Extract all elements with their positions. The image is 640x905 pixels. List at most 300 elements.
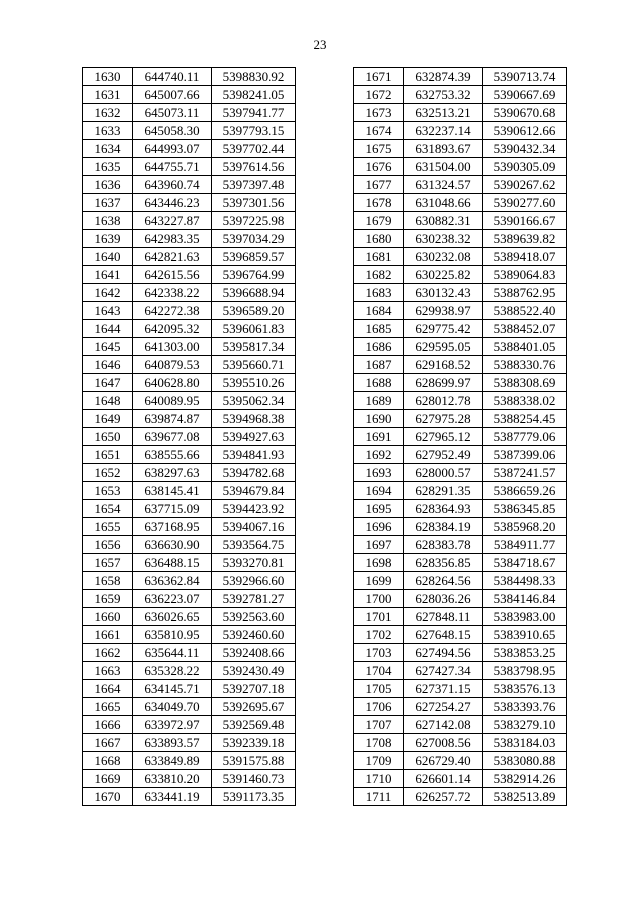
table-row <box>354 680 567 698</box>
point-number-cell: 1684 <box>354 302 404 320</box>
table-row <box>83 410 296 428</box>
y-coordinate-cell: 5392707.18 <box>212 680 296 698</box>
y-coordinate-cell: 5394782.68 <box>212 464 296 482</box>
y-coordinate-cell: 5382513.89 <box>483 788 567 806</box>
x-coordinate-cell: 643446.23 <box>133 194 212 212</box>
x-coordinate-cell: 627848.11 <box>404 608 483 626</box>
point-number-cell: 1657 <box>83 554 133 572</box>
x-coordinate-cell: 638145.41 <box>133 482 212 500</box>
table-row <box>83 716 296 734</box>
table-row <box>354 140 567 158</box>
y-coordinate-cell: 5392563.60 <box>212 608 296 626</box>
table-row <box>354 482 567 500</box>
table-row <box>354 176 567 194</box>
table-row <box>83 662 296 680</box>
table-row <box>83 266 296 284</box>
point-number-cell: 1668 <box>83 752 133 770</box>
y-coordinate-cell: 5394067.16 <box>212 518 296 536</box>
table-row <box>83 320 296 338</box>
point-number-cell: 1652 <box>83 464 133 482</box>
y-coordinate-cell: 5396061.83 <box>212 320 296 338</box>
point-number-cell: 1646 <box>83 356 133 374</box>
x-coordinate-cell: 628364.93 <box>404 500 483 518</box>
point-number-cell: 1708 <box>354 734 404 752</box>
x-coordinate-cell: 636362.84 <box>133 572 212 590</box>
x-coordinate-cell: 630232.08 <box>404 248 483 266</box>
y-coordinate-cell: 5384498.33 <box>483 572 567 590</box>
x-coordinate-cell: 643960.74 <box>133 176 212 194</box>
y-coordinate-cell: 5392408.66 <box>212 644 296 662</box>
table-row <box>354 86 567 104</box>
point-number-cell: 1678 <box>354 194 404 212</box>
y-coordinate-cell: 5392339.18 <box>212 734 296 752</box>
point-number-cell: 1688 <box>354 374 404 392</box>
y-coordinate-cell: 5389418.07 <box>483 248 567 266</box>
point-number-cell: 1633 <box>83 122 133 140</box>
table-row <box>354 590 567 608</box>
y-coordinate-cell: 5388254.45 <box>483 410 567 428</box>
y-coordinate-cell: 5388401.05 <box>483 338 567 356</box>
x-coordinate-cell: 644740.11 <box>133 68 212 86</box>
point-number-cell: 1645 <box>83 338 133 356</box>
table-row <box>354 626 567 644</box>
x-coordinate-cell: 637715.09 <box>133 500 212 518</box>
point-number-cell: 1664 <box>83 680 133 698</box>
y-coordinate-cell: 5390432.34 <box>483 140 567 158</box>
table-row <box>83 464 296 482</box>
y-coordinate-cell: 5397225.98 <box>212 212 296 230</box>
y-coordinate-cell: 5394927.63 <box>212 428 296 446</box>
point-number-cell: 1680 <box>354 230 404 248</box>
point-number-cell: 1667 <box>83 734 133 752</box>
x-coordinate-cell: 644993.07 <box>133 140 212 158</box>
table-row <box>354 770 567 788</box>
table-row <box>354 320 567 338</box>
point-number-cell: 1694 <box>354 482 404 500</box>
y-coordinate-cell: 5397397.48 <box>212 176 296 194</box>
y-coordinate-cell: 5393564.75 <box>212 536 296 554</box>
table-row <box>354 104 567 122</box>
table-row <box>83 482 296 500</box>
point-number-cell: 1701 <box>354 608 404 626</box>
y-coordinate-cell: 5396589.20 <box>212 302 296 320</box>
y-coordinate-cell: 5390667.69 <box>483 86 567 104</box>
x-coordinate-cell: 639677.08 <box>133 428 212 446</box>
table-row <box>83 338 296 356</box>
y-coordinate-cell: 5396764.99 <box>212 266 296 284</box>
table-row <box>83 230 296 248</box>
point-number-cell: 1697 <box>354 536 404 554</box>
table-row <box>83 392 296 410</box>
x-coordinate-cell: 636488.15 <box>133 554 212 572</box>
table-row <box>83 572 296 590</box>
point-number-cell: 1671 <box>354 68 404 86</box>
table-row <box>83 194 296 212</box>
table-row <box>354 734 567 752</box>
x-coordinate-cell: 642095.32 <box>133 320 212 338</box>
point-number-cell: 1691 <box>354 428 404 446</box>
y-coordinate-cell: 5388338.02 <box>483 392 567 410</box>
table-row <box>83 680 296 698</box>
point-number-cell: 1651 <box>83 446 133 464</box>
x-coordinate-cell: 626257.72 <box>404 788 483 806</box>
y-coordinate-cell: 5392569.48 <box>212 716 296 734</box>
x-coordinate-cell: 632874.39 <box>404 68 483 86</box>
table-row <box>354 572 567 590</box>
table-row <box>354 536 567 554</box>
y-coordinate-cell: 5384146.84 <box>483 590 567 608</box>
table-row <box>354 212 567 230</box>
x-coordinate-cell: 630882.31 <box>404 212 483 230</box>
y-coordinate-cell: 5386659.26 <box>483 482 567 500</box>
y-coordinate-cell: 5392460.60 <box>212 626 296 644</box>
y-coordinate-cell: 5383798.95 <box>483 662 567 680</box>
x-coordinate-cell: 636630.90 <box>133 536 212 554</box>
y-coordinate-cell: 5388308.69 <box>483 374 567 392</box>
x-coordinate-cell: 626601.14 <box>404 770 483 788</box>
point-number-cell: 1696 <box>354 518 404 536</box>
y-coordinate-cell: 5397793.15 <box>212 122 296 140</box>
x-coordinate-cell: 627952.49 <box>404 446 483 464</box>
point-number-cell: 1655 <box>83 518 133 536</box>
x-coordinate-cell: 642338.22 <box>133 284 212 302</box>
table-row <box>83 302 296 320</box>
point-number-cell: 1661 <box>83 626 133 644</box>
point-number-cell: 1681 <box>354 248 404 266</box>
table-row <box>354 698 567 716</box>
point-number-cell: 1653 <box>83 482 133 500</box>
y-coordinate-cell: 5390277.60 <box>483 194 567 212</box>
x-coordinate-cell: 629168.52 <box>404 356 483 374</box>
point-number-cell: 1650 <box>83 428 133 446</box>
table-row <box>83 104 296 122</box>
table-row <box>83 284 296 302</box>
point-number-cell: 1682 <box>354 266 404 284</box>
table-row <box>354 122 567 140</box>
y-coordinate-cell: 5396688.94 <box>212 284 296 302</box>
x-coordinate-cell: 628000.57 <box>404 464 483 482</box>
y-coordinate-cell: 5391460.73 <box>212 770 296 788</box>
x-coordinate-cell: 630225.82 <box>404 266 483 284</box>
point-number-cell: 1675 <box>354 140 404 158</box>
point-number-cell: 1672 <box>354 86 404 104</box>
y-coordinate-cell: 5398241.05 <box>212 86 296 104</box>
point-number-cell: 1692 <box>354 446 404 464</box>
x-coordinate-cell: 636223.07 <box>133 590 212 608</box>
x-coordinate-cell: 628264.56 <box>404 572 483 590</box>
point-number-cell: 1637 <box>83 194 133 212</box>
y-coordinate-cell: 5390166.67 <box>483 212 567 230</box>
y-coordinate-cell: 5388522.40 <box>483 302 567 320</box>
table-row <box>354 248 567 266</box>
point-number-cell: 1639 <box>83 230 133 248</box>
table-row <box>354 158 567 176</box>
y-coordinate-cell: 5395062.34 <box>212 392 296 410</box>
table-row <box>354 446 567 464</box>
table-row <box>354 716 567 734</box>
table-row <box>83 446 296 464</box>
table-row <box>354 302 567 320</box>
y-coordinate-cell: 5385968.20 <box>483 518 567 536</box>
x-coordinate-cell: 637168.95 <box>133 518 212 536</box>
point-number-cell: 1703 <box>354 644 404 662</box>
y-coordinate-cell: 5387241.57 <box>483 464 567 482</box>
x-coordinate-cell: 638555.66 <box>133 446 212 464</box>
y-coordinate-cell: 5383853.25 <box>483 644 567 662</box>
x-coordinate-cell: 633810.20 <box>133 770 212 788</box>
table-row <box>83 158 296 176</box>
y-coordinate-cell: 5397702.44 <box>212 140 296 158</box>
x-coordinate-cell: 640879.53 <box>133 356 212 374</box>
point-number-cell: 1640 <box>83 248 133 266</box>
x-coordinate-cell: 642983.35 <box>133 230 212 248</box>
x-coordinate-cell: 633893.57 <box>133 734 212 752</box>
point-number-cell: 1644 <box>83 320 133 338</box>
y-coordinate-cell: 5383393.76 <box>483 698 567 716</box>
y-coordinate-cell: 5392430.49 <box>212 662 296 680</box>
y-coordinate-cell: 5392781.27 <box>212 590 296 608</box>
x-coordinate-cell: 629938.97 <box>404 302 483 320</box>
x-coordinate-cell: 628356.85 <box>404 554 483 572</box>
x-coordinate-cell: 642272.38 <box>133 302 212 320</box>
x-coordinate-cell: 631504.00 <box>404 158 483 176</box>
x-coordinate-cell: 633972.97 <box>133 716 212 734</box>
point-number-cell: 1647 <box>83 374 133 392</box>
y-coordinate-cell: 5390267.62 <box>483 176 567 194</box>
point-number-cell: 1686 <box>354 338 404 356</box>
x-coordinate-cell: 627427.34 <box>404 662 483 680</box>
x-coordinate-cell: 645073.11 <box>133 104 212 122</box>
y-coordinate-cell: 5397301.56 <box>212 194 296 212</box>
point-number-cell: 1690 <box>354 410 404 428</box>
point-number-cell: 1710 <box>354 770 404 788</box>
point-number-cell: 1705 <box>354 680 404 698</box>
point-number-cell: 1669 <box>83 770 133 788</box>
table-row <box>354 554 567 572</box>
table-row <box>354 338 567 356</box>
table-row <box>83 140 296 158</box>
table-row <box>83 518 296 536</box>
point-number-cell: 1642 <box>83 284 133 302</box>
y-coordinate-cell: 5383279.10 <box>483 716 567 734</box>
y-coordinate-cell: 5389064.83 <box>483 266 567 284</box>
point-number-cell: 1658 <box>83 572 133 590</box>
table-row <box>83 536 296 554</box>
point-number-cell: 1706 <box>354 698 404 716</box>
x-coordinate-cell: 635328.22 <box>133 662 212 680</box>
point-number-cell: 1698 <box>354 554 404 572</box>
y-coordinate-cell: 5384718.67 <box>483 554 567 572</box>
x-coordinate-cell: 632753.32 <box>404 86 483 104</box>
table-row <box>354 68 567 86</box>
point-number-cell: 1641 <box>83 266 133 284</box>
point-number-cell: 1643 <box>83 302 133 320</box>
y-coordinate-cell: 5397614.56 <box>212 158 296 176</box>
point-number-cell: 1634 <box>83 140 133 158</box>
y-coordinate-cell: 5390670.68 <box>483 104 567 122</box>
table-row <box>354 356 567 374</box>
y-coordinate-cell: 5387779.06 <box>483 428 567 446</box>
y-coordinate-cell: 5388330.76 <box>483 356 567 374</box>
table-row <box>83 248 296 266</box>
point-number-cell: 1702 <box>354 626 404 644</box>
table-row <box>83 86 296 104</box>
point-number-cell: 1711 <box>354 788 404 806</box>
point-number-cell: 1665 <box>83 698 133 716</box>
y-coordinate-cell: 5383184.03 <box>483 734 567 752</box>
point-number-cell: 1636 <box>83 176 133 194</box>
point-number-cell: 1631 <box>83 86 133 104</box>
point-number-cell: 1709 <box>354 752 404 770</box>
x-coordinate-cell: 642615.56 <box>133 266 212 284</box>
x-coordinate-cell: 628291.35 <box>404 482 483 500</box>
point-number-cell: 1699 <box>354 572 404 590</box>
point-number-cell: 1635 <box>83 158 133 176</box>
y-coordinate-cell: 5389639.82 <box>483 230 567 248</box>
y-coordinate-cell: 5392695.67 <box>212 698 296 716</box>
x-coordinate-cell: 627371.15 <box>404 680 483 698</box>
x-coordinate-cell: 642821.63 <box>133 248 212 266</box>
table-row <box>83 788 296 806</box>
table-row <box>354 608 567 626</box>
point-number-cell: 1693 <box>354 464 404 482</box>
y-coordinate-cell: 5394679.84 <box>212 482 296 500</box>
x-coordinate-cell: 627494.56 <box>404 644 483 662</box>
point-number-cell: 1673 <box>354 104 404 122</box>
x-coordinate-cell: 634049.70 <box>133 698 212 716</box>
x-coordinate-cell: 630132.43 <box>404 284 483 302</box>
table-row <box>83 212 296 230</box>
point-number-cell: 1659 <box>83 590 133 608</box>
y-coordinate-cell: 5383983.00 <box>483 608 567 626</box>
x-coordinate-cell: 629595.05 <box>404 338 483 356</box>
table-row <box>83 176 296 194</box>
x-coordinate-cell: 634145.71 <box>133 680 212 698</box>
point-number-cell: 1670 <box>83 788 133 806</box>
table-row <box>83 554 296 572</box>
table-row <box>83 374 296 392</box>
table-row <box>354 464 567 482</box>
y-coordinate-cell: 5390713.74 <box>483 68 567 86</box>
x-coordinate-cell: 638297.63 <box>133 464 212 482</box>
x-coordinate-cell: 627008.56 <box>404 734 483 752</box>
y-coordinate-cell: 5386345.85 <box>483 500 567 518</box>
x-coordinate-cell: 645007.66 <box>133 86 212 104</box>
point-number-cell: 1660 <box>83 608 133 626</box>
table-row <box>83 734 296 752</box>
y-coordinate-cell: 5398830.92 <box>212 68 296 86</box>
point-number-cell: 1674 <box>354 122 404 140</box>
y-coordinate-cell: 5395510.26 <box>212 374 296 392</box>
point-number-cell: 1689 <box>354 392 404 410</box>
x-coordinate-cell: 644755.71 <box>133 158 212 176</box>
y-coordinate-cell: 5383910.65 <box>483 626 567 644</box>
point-number-cell: 1695 <box>354 500 404 518</box>
y-coordinate-cell: 5391173.35 <box>212 788 296 806</box>
table-row <box>354 518 567 536</box>
point-number-cell: 1700 <box>354 590 404 608</box>
y-coordinate-cell: 5387399.06 <box>483 446 567 464</box>
x-coordinate-cell: 627254.27 <box>404 698 483 716</box>
x-coordinate-cell: 635810.95 <box>133 626 212 644</box>
table-row <box>354 500 567 518</box>
table-row <box>83 500 296 518</box>
point-number-cell: 1679 <box>354 212 404 230</box>
coordinates-table-right <box>353 67 567 806</box>
x-coordinate-cell: 643227.87 <box>133 212 212 230</box>
x-coordinate-cell: 641303.00 <box>133 338 212 356</box>
x-coordinate-cell: 628012.78 <box>404 392 483 410</box>
y-coordinate-cell: 5388762.95 <box>483 284 567 302</box>
x-coordinate-cell: 640089.95 <box>133 392 212 410</box>
y-coordinate-cell: 5394841.93 <box>212 446 296 464</box>
y-coordinate-cell: 5393270.81 <box>212 554 296 572</box>
x-coordinate-cell: 631893.67 <box>404 140 483 158</box>
y-coordinate-cell: 5382914.26 <box>483 770 567 788</box>
x-coordinate-cell: 645058.30 <box>133 122 212 140</box>
point-number-cell: 1638 <box>83 212 133 230</box>
y-coordinate-cell: 5390612.66 <box>483 122 567 140</box>
table-row <box>354 752 567 770</box>
table-row <box>354 194 567 212</box>
y-coordinate-cell: 5394423.92 <box>212 500 296 518</box>
page-number: 23 <box>313 37 327 52</box>
x-coordinate-cell: 639874.87 <box>133 410 212 428</box>
x-coordinate-cell: 628036.26 <box>404 590 483 608</box>
point-number-cell: 1649 <box>83 410 133 428</box>
y-coordinate-cell: 5388452.07 <box>483 320 567 338</box>
y-coordinate-cell: 5391575.88 <box>212 752 296 770</box>
x-coordinate-cell: 627648.15 <box>404 626 483 644</box>
table-row <box>83 356 296 374</box>
point-number-cell: 1687 <box>354 356 404 374</box>
y-coordinate-cell: 5396859.57 <box>212 248 296 266</box>
y-coordinate-cell: 5395660.71 <box>212 356 296 374</box>
x-coordinate-cell: 627142.08 <box>404 716 483 734</box>
x-coordinate-cell: 628699.97 <box>404 374 483 392</box>
x-coordinate-cell: 628384.19 <box>404 518 483 536</box>
x-coordinate-cell: 628383.78 <box>404 536 483 554</box>
x-coordinate-cell: 626729.40 <box>404 752 483 770</box>
table-row <box>83 428 296 446</box>
point-number-cell: 1677 <box>354 176 404 194</box>
coordinates-table-left <box>82 67 296 806</box>
table-row <box>83 770 296 788</box>
table-row <box>83 122 296 140</box>
table-row <box>354 410 567 428</box>
x-coordinate-cell: 633849.89 <box>133 752 212 770</box>
x-coordinate-cell: 627975.28 <box>404 410 483 428</box>
y-coordinate-cell: 5397941.77 <box>212 104 296 122</box>
table-row <box>354 374 567 392</box>
x-coordinate-cell: 632237.14 <box>404 122 483 140</box>
table-row <box>83 68 296 86</box>
table-row <box>354 428 567 446</box>
table-row <box>354 284 567 302</box>
point-number-cell: 1676 <box>354 158 404 176</box>
x-coordinate-cell: 631048.66 <box>404 194 483 212</box>
x-coordinate-cell: 629775.42 <box>404 320 483 338</box>
point-number-cell: 1630 <box>83 68 133 86</box>
table-row <box>83 698 296 716</box>
point-number-cell: 1666 <box>83 716 133 734</box>
point-number-cell: 1663 <box>83 662 133 680</box>
y-coordinate-cell: 5390305.09 <box>483 158 567 176</box>
table-row <box>83 752 296 770</box>
point-number-cell: 1648 <box>83 392 133 410</box>
x-coordinate-cell: 631324.57 <box>404 176 483 194</box>
x-coordinate-cell: 635644.11 <box>133 644 212 662</box>
